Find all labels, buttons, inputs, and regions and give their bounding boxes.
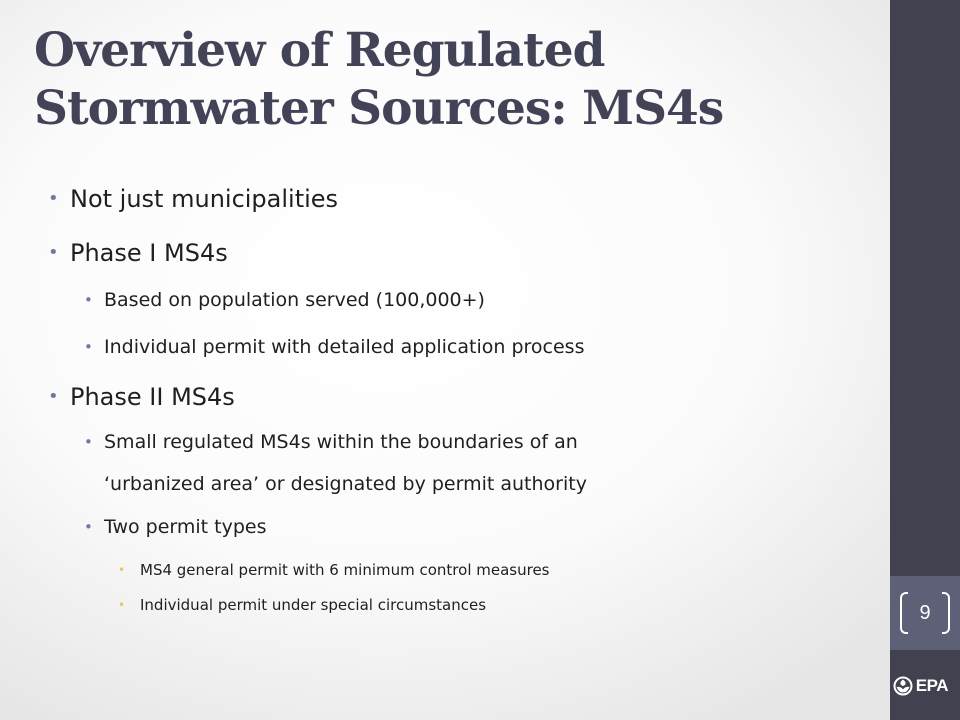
title-line-2: Stormwater Sources: MS4s	[34, 81, 724, 136]
bullet-text: Not just municipalities	[70, 185, 339, 213]
bullet-text: Two permit types	[104, 516, 267, 538]
bullet-marker: •	[84, 518, 93, 536]
bullet-marker: •	[84, 433, 93, 451]
sub-bullet-item	[84, 285, 485, 315]
page-number-box	[890, 576, 960, 650]
bullet-item	[48, 238, 228, 268]
bullet-text: Based on population served (100,000+)	[104, 289, 485, 311]
sub-bullet-item	[84, 427, 578, 457]
bullet-marker: •	[118, 563, 126, 577]
slide-title	[34, 22, 854, 138]
bullet-item	[48, 184, 339, 214]
bullet-marker: •	[84, 291, 93, 309]
epa-logo	[893, 676, 948, 696]
bullet-marker: •	[84, 338, 93, 356]
bullet-text: Small regulated MS4s within the boundaries of an	[104, 431, 578, 453]
logo-text: EPA	[915, 676, 948, 695]
right-bracket-icon	[942, 592, 950, 634]
sub-bullet-item	[84, 332, 585, 362]
bullet-marker: •	[48, 242, 59, 263]
bullet-text: Phase I MS4s	[70, 239, 228, 267]
bullet-marker: •	[118, 598, 126, 612]
bullet-marker: •	[48, 188, 59, 209]
bullet-text: Individual permit with detailed application process	[104, 336, 585, 358]
sub-sub-bullet-item	[118, 560, 550, 580]
bullet-item	[48, 382, 235, 412]
bullet-marker: •	[48, 386, 59, 407]
bullet-text: MS4 general permit with 6 minimum control measures	[140, 561, 550, 579]
page-number: 9	[919, 602, 931, 624]
sub-sub-bullet-item	[118, 595, 487, 615]
bullet-text: ‘urbanized area’ or designated by permit authority	[104, 473, 587, 495]
bullet-text: Individual permit under special circumstances	[140, 596, 487, 614]
bullet-text: Phase II MS4s	[70, 383, 235, 411]
sub-bullet-continuation	[104, 469, 587, 499]
title-line-1: Overview of Regulated	[34, 23, 605, 78]
epa-flower-icon	[893, 676, 913, 696]
sub-bullet-item	[84, 512, 267, 542]
